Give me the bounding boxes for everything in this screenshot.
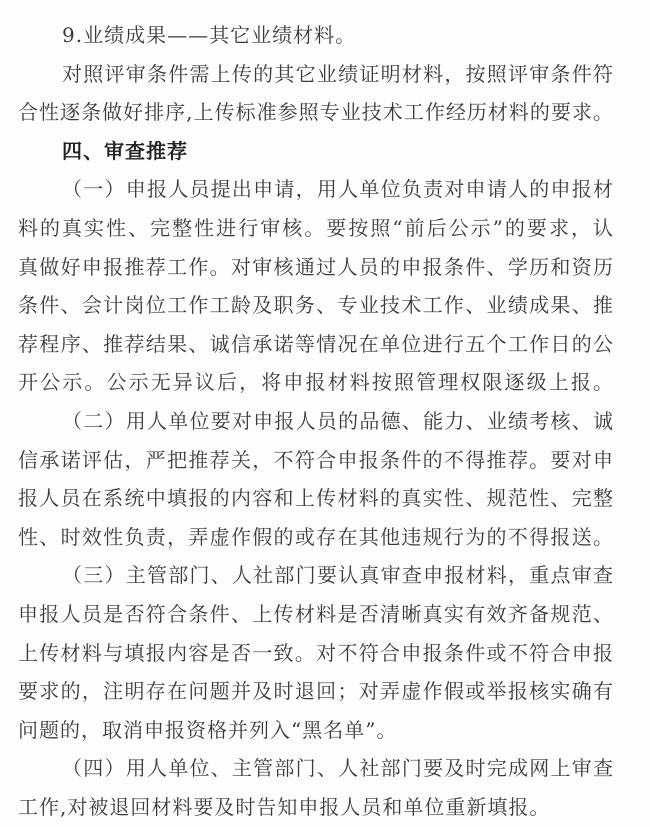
text-line: 工作,对被退回材料要及时告知申报人员和单位重新填报。 <box>18 794 551 819</box>
text-line: 问题的，取消申报资格并列入“黑名单”。 <box>18 717 398 742</box>
text-line: 料的真实性、完整性进行审核。要按照“前后公示”的要求，认 <box>18 215 614 240</box>
document-body <box>18 16 614 826</box>
text-line: （一）申报人员提出申请，用人单位负责对申请人的申报材 <box>62 177 614 202</box>
text-line: 要求的，注明存在问题并及时退回；对弄虚作假或举报核实确有 <box>18 679 614 704</box>
text-line: 开公示。公示无异议后，将申报材料按照管理权限逐级上报。 <box>18 370 614 395</box>
text-line: 对照评审条件需上传的其它业绩证明材料，按照评审条件符 <box>62 61 614 86</box>
text-line: 条件、会计岗位工作工龄及职务、专业技术工作、业绩成果、推 <box>18 293 614 318</box>
text-line: （四）用人单位、主管部门、人社部门要及时完成网上审查 <box>62 756 614 781</box>
text-line: 9.业绩成果——其它业绩材料。 <box>62 23 357 47</box>
text-line: （三）主管部门、人社部门要认真审查申报材料，重点审查 <box>62 563 614 588</box>
text-line: 上传材料与填报内容是否一致。对不符合申报条件或不符合申报 <box>18 640 614 665</box>
text-line: 真做好申报推荐工作。对审核通过人员的申报条件、学历和资历 <box>18 254 614 279</box>
text-line: 性、时效性负责，弄虚作假的或存在其他违规行为的不得报送。 <box>18 524 614 549</box>
section-heading: 四、审查推荐 <box>62 138 188 163</box>
text-line: （二）用人单位要对申报人员的品德、能力、业绩考核、诚 <box>62 408 614 433</box>
text-line: 信承诺评估，严把推荐关，不符合申报条件的不得推荐。要对申 <box>18 447 614 472</box>
text-line: 申报人员是否符合条件、上传材料是否清晰真实有效齐备规范、 <box>18 601 614 626</box>
text-line: 报人员在系统中填报的内容和上传材料的真实性、规范性、完整 <box>18 486 614 511</box>
text-line: 荐程序、推荐结果、诚信承诺等情况在单位进行五个工作日的公 <box>18 331 614 356</box>
text-line: 合性逐条做好排序,上传标准参照专业技术工作经历材料的要求。 <box>18 100 614 125</box>
